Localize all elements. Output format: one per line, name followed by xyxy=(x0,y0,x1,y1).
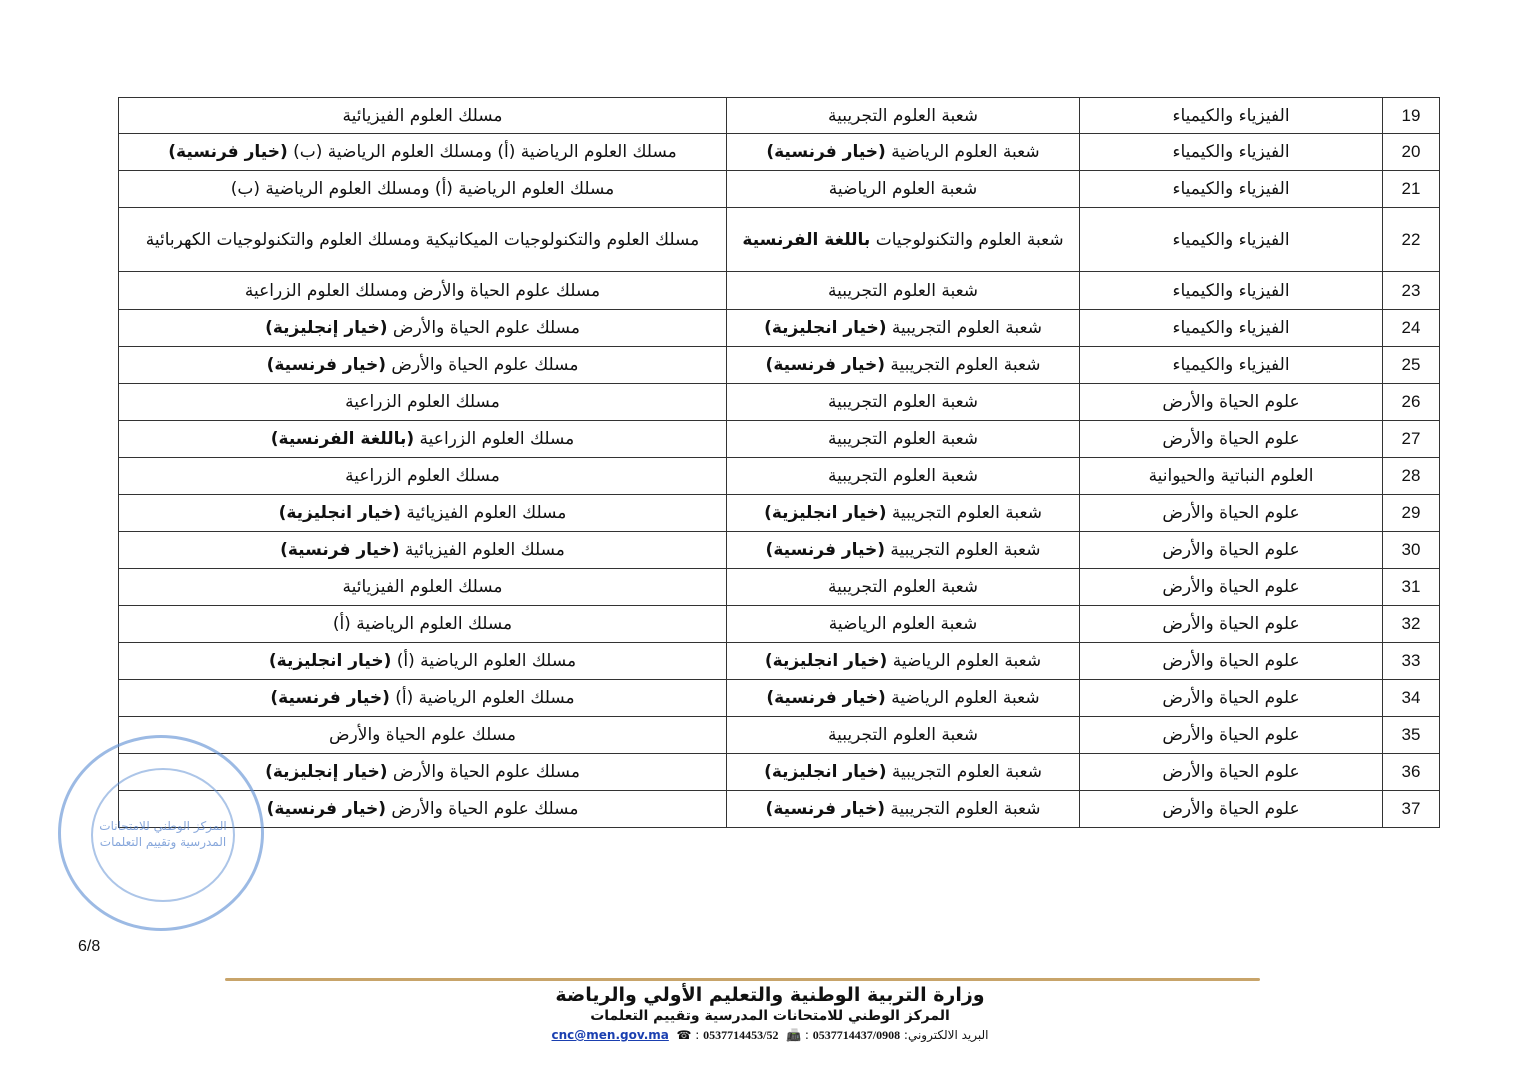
row-number xyxy=(1383,791,1440,828)
branch-cell-option: (خيار فرنسية) xyxy=(766,142,886,162)
subject-cell xyxy=(1080,606,1383,643)
table-row xyxy=(119,272,1440,310)
branch-cell-option: باللغة الفرنسية xyxy=(742,229,871,250)
row-number xyxy=(1383,569,1440,606)
table-row xyxy=(119,754,1440,791)
branch-cell xyxy=(727,272,1080,310)
branch-cell-text: شعبة العلوم والتكنولوجيات xyxy=(870,229,1064,250)
subject-cell-text: الفيزياء والكيمياء xyxy=(1172,280,1290,301)
table-row xyxy=(119,495,1440,532)
track-cell-option: (خيار انجليزية) xyxy=(268,651,392,671)
subject-cell-text: علوم الحياة والأرض xyxy=(1162,799,1300,819)
footer xyxy=(480,984,1060,1043)
specialties-table xyxy=(118,97,1440,828)
row-number xyxy=(1383,754,1440,791)
email-link[interactable]: cnc@men.gov.ma xyxy=(551,1028,669,1042)
subject-cell-text: الفيزياء والكيمياء xyxy=(1172,229,1290,250)
row-number-text: 30 xyxy=(1401,540,1421,559)
track-cell xyxy=(119,98,727,134)
track-cell-option: (خيار إنجليزية) xyxy=(265,762,388,782)
row-number xyxy=(1383,495,1440,532)
subject-cell-text: الفيزياء والكيمياء xyxy=(1172,318,1290,338)
track-cell-text: مسلك العلوم الرياضية (أ) ومسلك العلوم الرياضية (ب) xyxy=(230,179,615,199)
branch-cell-option: (خيار فرنسية) xyxy=(765,355,886,375)
page-number: 6/8 xyxy=(78,938,101,955)
table-row xyxy=(119,606,1440,643)
subject-cell-text: علوم الحياة والأرض xyxy=(1162,762,1300,782)
subject-cell xyxy=(1080,171,1383,208)
track-cell-option: (خيار فرنسية) xyxy=(270,688,390,708)
track-cell xyxy=(119,458,727,495)
track-cell-text: مسلك العلوم الفيزيائية xyxy=(342,577,503,597)
subject-cell-text: العلوم النباتية والحيوانية xyxy=(1148,466,1314,486)
table-row xyxy=(119,310,1440,347)
track-cell xyxy=(119,569,727,606)
subject-cell xyxy=(1080,643,1383,680)
row-number xyxy=(1383,532,1440,569)
row-number xyxy=(1383,272,1440,310)
track-cell-text: مسلك علوم الحياة والأرض xyxy=(387,762,580,782)
row-number-text: 34 xyxy=(1401,688,1421,707)
subject-cell xyxy=(1080,791,1383,828)
fax-number: 0537714437/0908 xyxy=(812,1028,901,1042)
fax-icon: 📠 xyxy=(786,1028,802,1042)
table-row xyxy=(119,791,1440,828)
branch-cell-option: (خيار فرنسية) xyxy=(765,799,886,819)
table-row xyxy=(119,347,1440,384)
track-cell-text: مسلك علوم الحياة والأرض xyxy=(386,355,579,375)
track-cell-text: مسلك العلوم الزراعية xyxy=(414,429,575,449)
track-cell-text: مسلك العلوم الفيزيائية xyxy=(399,540,565,560)
branch-cell-option: (خيار فرنسية) xyxy=(765,540,886,560)
branch-cell xyxy=(727,421,1080,458)
branch-cell-text: شعبة العلوم التجريبية xyxy=(827,429,979,449)
branch-cell xyxy=(727,171,1080,208)
track-cell xyxy=(119,680,727,717)
subject-cell xyxy=(1080,134,1383,171)
branch-cell xyxy=(727,384,1080,421)
branch-cell xyxy=(727,569,1080,606)
branch-cell xyxy=(727,532,1080,569)
row-number xyxy=(1383,208,1440,272)
table-row xyxy=(119,421,1440,458)
row-number-text: 35 xyxy=(1401,725,1421,744)
branch-cell xyxy=(727,208,1080,272)
row-number xyxy=(1383,643,1440,680)
row-number-text: 37 xyxy=(1401,799,1421,818)
row-number-text: 28 xyxy=(1401,466,1421,485)
branch-cell-text: شعبة العلوم الرياضية xyxy=(885,142,1040,162)
table-row xyxy=(119,208,1440,272)
branch-cell-text: شعبة العلوم التجريبية xyxy=(827,105,979,126)
branch-cell-text: شعبة العلوم التجريبية xyxy=(886,318,1042,338)
track-cell-text: مسلك العلوم الرياضية (أ) xyxy=(332,614,513,634)
track-cell-option: (خيار إنجليزية) xyxy=(265,318,388,338)
track-cell-option: (خيار فرنسية) xyxy=(266,355,387,375)
branch-cell xyxy=(727,310,1080,347)
table-row xyxy=(119,680,1440,717)
branch-cell xyxy=(727,606,1080,643)
table-row xyxy=(119,643,1440,680)
branch-cell-option: (خيار انجليزية) xyxy=(764,318,887,338)
subject-cell xyxy=(1080,421,1383,458)
track-cell-text: مسلك علوم الحياة والأرض xyxy=(329,725,516,745)
table-row xyxy=(119,532,1440,569)
table-row xyxy=(119,384,1440,421)
branch-cell xyxy=(727,347,1080,384)
row-number-text: 20 xyxy=(1401,142,1421,161)
branch-cell xyxy=(727,495,1080,532)
row-number-text: 25 xyxy=(1401,355,1421,374)
phone-number: 0537714453/52 xyxy=(703,1028,779,1042)
branch-cell xyxy=(727,717,1080,754)
track-cell-option: (خيار انجليزية) xyxy=(278,503,402,523)
subject-cell xyxy=(1080,458,1383,495)
row-number-text: 36 xyxy=(1401,762,1421,781)
branch-cell-text: شعبة العلوم التجريبية xyxy=(827,392,979,412)
table-row xyxy=(119,134,1440,171)
subject-cell-text: الفيزياء والكيمياء xyxy=(1172,105,1290,126)
subject-cell xyxy=(1080,569,1383,606)
row-number xyxy=(1383,384,1440,421)
branch-cell-text: شعبة العلوم الرياضية xyxy=(828,179,978,199)
track-cell-text: مسلك علوم الحياة والأرض ومسلك العلوم الزراعية xyxy=(244,280,601,301)
branch-cell-text: شعبة العلوم الرياضية xyxy=(885,688,1040,708)
subject-cell-text: علوم الحياة والأرض xyxy=(1162,614,1300,634)
row-number-text: 19 xyxy=(1401,105,1421,125)
row-number-text: 22 xyxy=(1401,229,1421,249)
track-cell-text: مسلك العلوم والتكنولوجيات الميكانيكية ومسلك العلوم والتكنولوجيات الكهربائية xyxy=(145,229,700,250)
branch-cell-text: شعبة العلوم الرياضية xyxy=(828,614,978,634)
track-cell xyxy=(119,384,727,421)
contact-line: البريد الالكتروني: cnc@men.gov.ma ☎ : 0537714453/52 📠 : 0537714437/0908 xyxy=(551,1028,989,1042)
track-cell-option: (خيار فرنسية) xyxy=(266,799,387,819)
official-stamp xyxy=(58,735,264,931)
branch-cell-text: شعبة العلوم التجريبية xyxy=(827,577,979,597)
subject-cell xyxy=(1080,347,1383,384)
table-row xyxy=(119,717,1440,754)
row-number xyxy=(1383,347,1440,384)
track-cell xyxy=(119,171,727,208)
branch-cell xyxy=(727,680,1080,717)
center-name: المركز الوطني للامتحانات المدرسية وتقييم التعلمات xyxy=(590,1008,950,1024)
branch-cell-text: شعبة العلوم التجريبية xyxy=(827,466,979,486)
track-cell xyxy=(119,310,727,347)
track-cell xyxy=(119,495,727,532)
table-row xyxy=(119,98,1440,134)
branch-cell-text: شعبة العلوم التجريبية xyxy=(886,762,1042,782)
track-cell-text: مسلك العلوم الرياضية (أ) xyxy=(391,651,577,671)
subject-cell xyxy=(1080,310,1383,347)
row-number-text: 33 xyxy=(1401,651,1421,670)
subject-cell xyxy=(1080,384,1383,421)
stamp-text: المركز الوطني للامتحانات المدرسية وتقييم التعلمات xyxy=(91,768,235,902)
table-row xyxy=(119,458,1440,495)
branch-cell xyxy=(727,458,1080,495)
subject-cell xyxy=(1080,680,1383,717)
track-cell-option: (خيار فرنسية) xyxy=(280,540,400,560)
branch-cell-text: شعبة العلوم التجريبية xyxy=(827,280,979,301)
branch-cell xyxy=(727,754,1080,791)
branch-cell-option: (خيار فرنسية) xyxy=(766,688,886,708)
subject-cell-text: علوم الحياة والأرض xyxy=(1162,392,1300,412)
branch-cell xyxy=(727,134,1080,171)
track-cell-text: مسلك العلوم الرياضية (أ) ومسلك العلوم الرياضية (ب) xyxy=(287,142,677,162)
row-number-text: 31 xyxy=(1401,577,1421,596)
track-cell-text: مسلك العلوم الزراعية xyxy=(345,392,500,412)
subject-cell-text: علوم الحياة والأرض xyxy=(1162,540,1300,560)
subject-cell-text: علوم الحياة والأرض xyxy=(1162,725,1300,745)
row-number-text: 21 xyxy=(1401,179,1421,198)
subject-cell xyxy=(1080,495,1383,532)
subject-cell-text: الفيزياء والكيمياء xyxy=(1172,142,1290,162)
subject-cell xyxy=(1080,272,1383,310)
row-number xyxy=(1383,458,1440,495)
subject-cell xyxy=(1080,532,1383,569)
track-cell-option: (باللغة الفرنسية) xyxy=(270,429,415,449)
branch-cell xyxy=(727,643,1080,680)
track-cell-text: مسلك علوم الحياة والأرض xyxy=(386,799,579,819)
row-number xyxy=(1383,606,1440,643)
table-row xyxy=(119,171,1440,208)
branch-cell-option: (خيار انجليزية) xyxy=(764,762,887,782)
track-cell xyxy=(119,272,727,310)
row-number xyxy=(1383,134,1440,171)
track-cell-text: مسلك العلوم الفيزيائية xyxy=(401,503,567,523)
branch-cell-text: شعبة العلوم التجريبية xyxy=(885,540,1041,560)
branch-cell-text: شعبة العلوم التجريبية xyxy=(827,725,979,745)
track-cell-text: مسلك العلوم الزراعية xyxy=(345,466,500,486)
row-number xyxy=(1383,310,1440,347)
branch-cell xyxy=(727,791,1080,828)
email-label: البريد الالكتروني: xyxy=(903,1028,989,1042)
row-number-text: 23 xyxy=(1401,280,1421,300)
row-number-text: 32 xyxy=(1401,614,1421,633)
track-cell xyxy=(119,347,727,384)
subject-cell-text: علوم الحياة والأرض xyxy=(1162,503,1300,523)
track-cell-option: (خيار فرنسية) xyxy=(168,142,288,162)
subject-cell-text: علوم الحياة والأرض xyxy=(1162,688,1300,708)
track-cell-text: مسلك العلوم الفيزيائية xyxy=(342,105,503,126)
subject-cell-text: الفيزياء والكيمياء xyxy=(1172,179,1290,199)
branch-cell-text: شعبة العلوم التجريبية xyxy=(885,355,1041,375)
subject-cell-text: الفيزياء والكيمياء xyxy=(1172,355,1290,375)
subject-cell xyxy=(1080,717,1383,754)
track-cell xyxy=(119,606,727,643)
row-number-text: 26 xyxy=(1401,392,1421,411)
row-number xyxy=(1383,171,1440,208)
row-number-text: 24 xyxy=(1401,318,1421,337)
track-cell-text: مسلك علوم الحياة والأرض xyxy=(387,318,580,338)
track-cell xyxy=(119,208,727,272)
branch-cell-text: شعبة العلوم التجريبية xyxy=(886,503,1042,523)
subject-cell xyxy=(1080,208,1383,272)
row-number xyxy=(1383,680,1440,717)
track-cell xyxy=(119,532,727,569)
subject-cell xyxy=(1080,754,1383,791)
branch-cell-option: (خيار انجليزية) xyxy=(764,503,887,523)
row-number xyxy=(1383,98,1440,134)
track-cell xyxy=(119,134,727,171)
subject-cell-text: علوم الحياة والأرض xyxy=(1162,651,1300,671)
branch-cell-text: شعبة العلوم التجريبية xyxy=(885,799,1041,819)
ministry-name: وزارة التربية الوطنية والتعليم الأولي والرياضة xyxy=(555,984,985,1006)
track-cell xyxy=(119,643,727,680)
phone-icon: ☎ xyxy=(676,1028,692,1042)
row-number xyxy=(1383,421,1440,458)
branch-cell xyxy=(727,98,1080,134)
track-cell-text: مسلك العلوم الرياضية (أ) xyxy=(389,688,575,708)
subject-cell-text: علوم الحياة والأرض xyxy=(1162,429,1300,449)
table-row xyxy=(119,569,1440,606)
row-number-text: 27 xyxy=(1401,429,1421,448)
row-number-text: 29 xyxy=(1401,503,1421,522)
footer-divider xyxy=(225,978,1260,981)
track-cell xyxy=(119,421,727,458)
row-number xyxy=(1383,717,1440,754)
branch-cell-option: (خيار انجليزية) xyxy=(764,651,888,671)
subject-cell-text: علوم الحياة والأرض xyxy=(1162,577,1300,597)
branch-cell-text: شعبة العلوم الرياضية xyxy=(887,651,1042,671)
subject-cell xyxy=(1080,98,1383,134)
